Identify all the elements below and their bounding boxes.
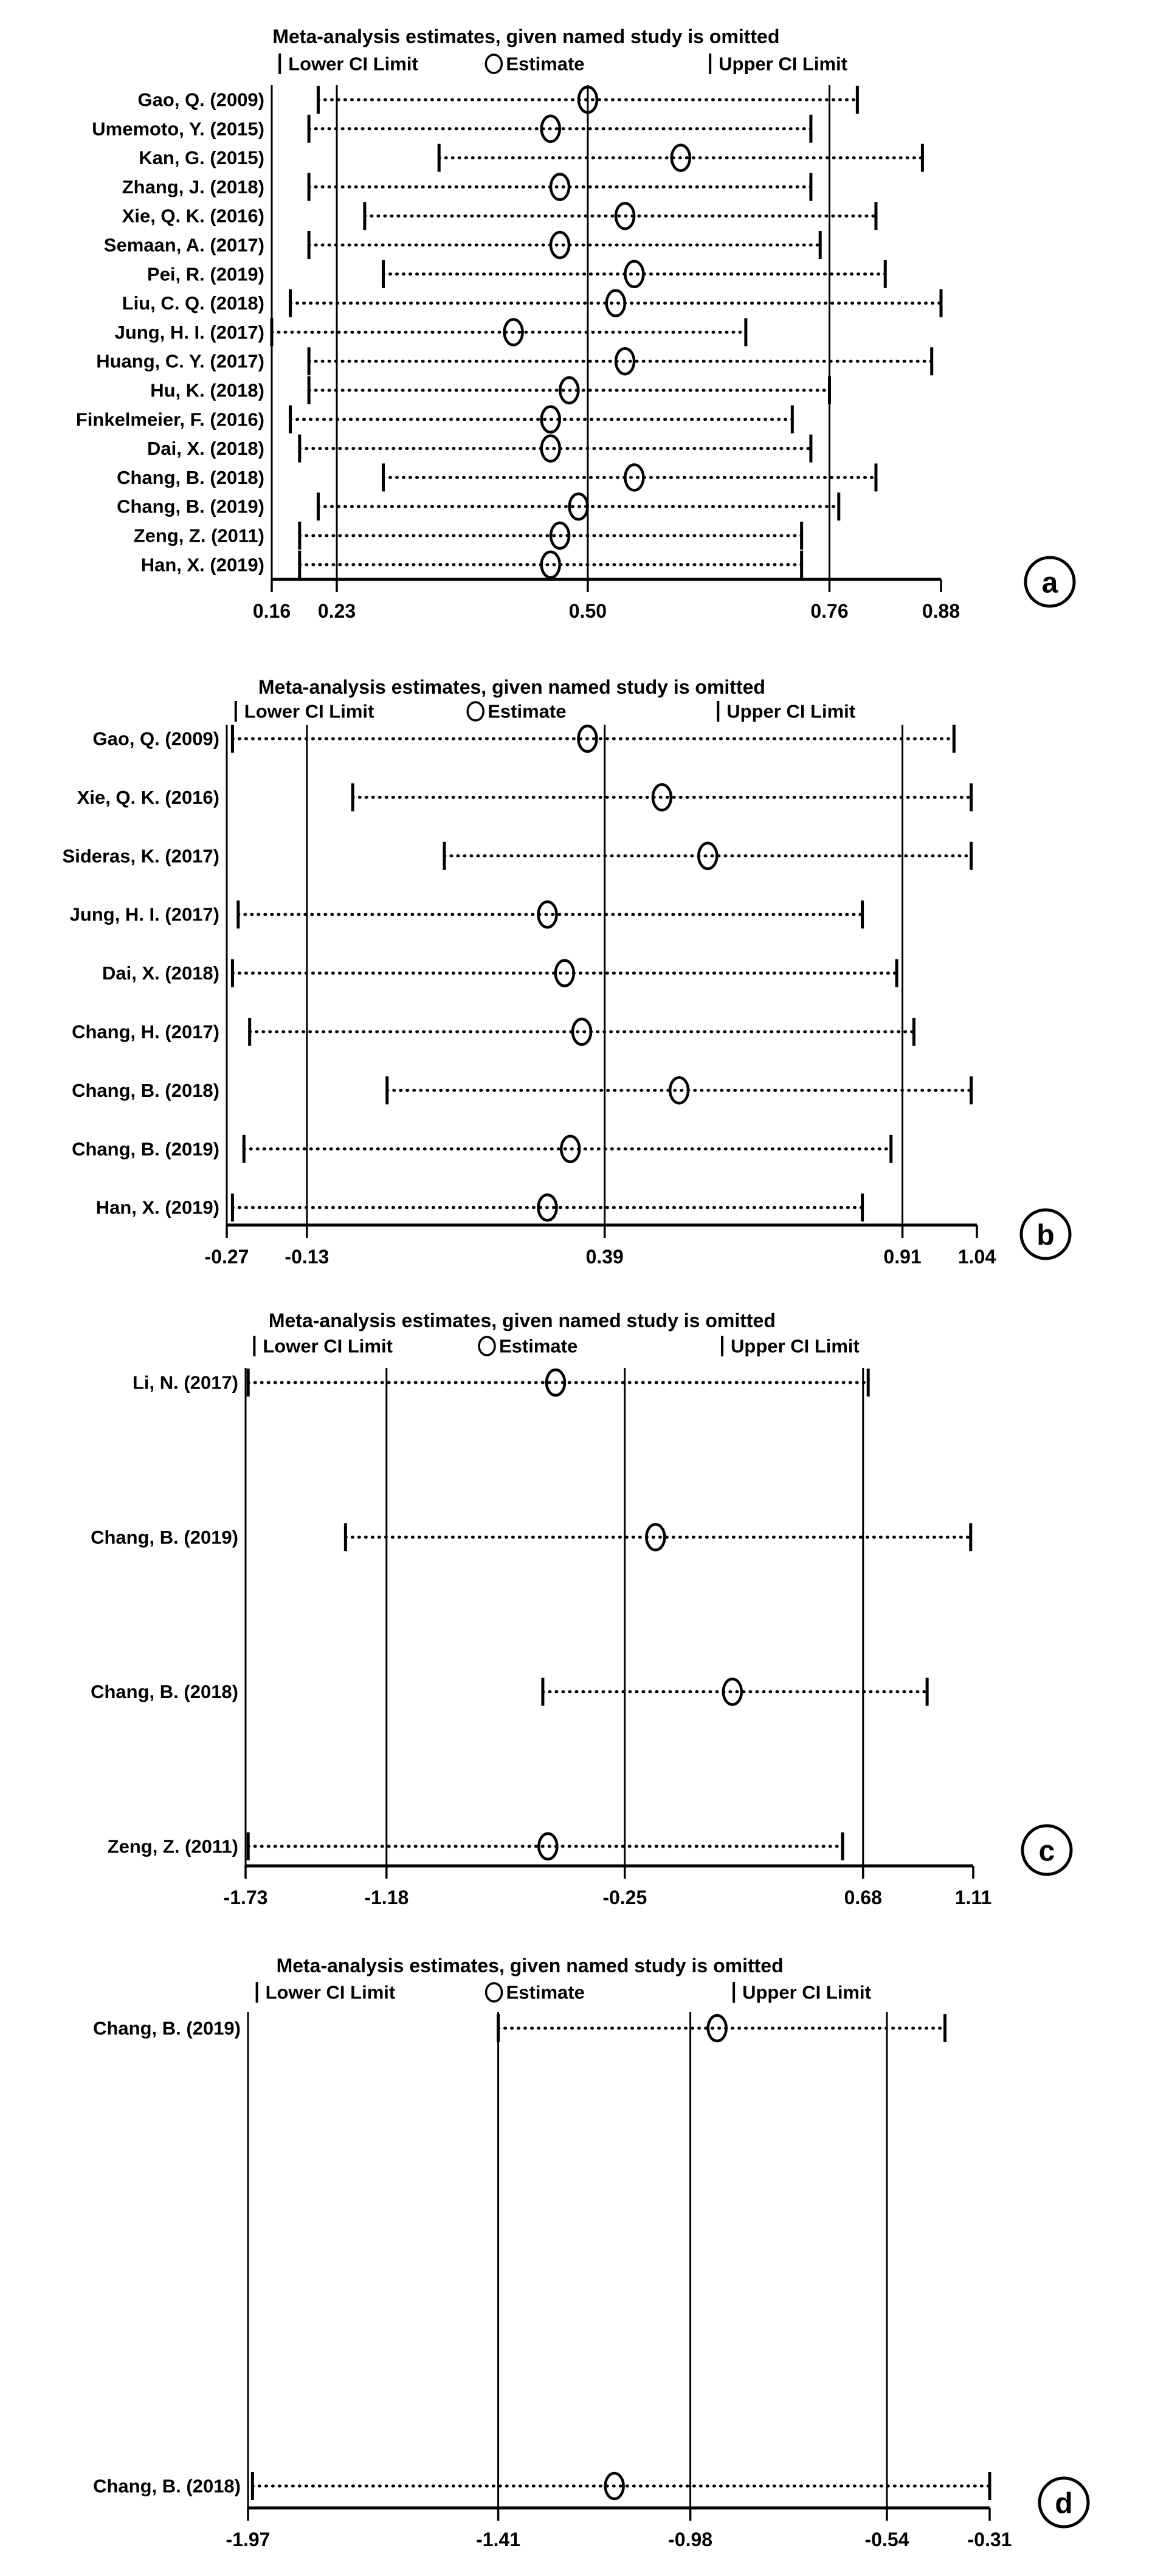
study-label: Kan, G. (2015) (139, 147, 264, 169)
study-row (122, 173, 811, 201)
axis-tick-label: 0.16 (252, 600, 291, 622)
study-label: Chang, H. (2017) (72, 1021, 219, 1043)
study-row (141, 551, 802, 579)
axis-tick-label: 0.88 (922, 600, 960, 622)
panel-d-title: Meta-analysis estimates, given named study is omitted (276, 1955, 784, 1977)
study-label: Gao, Q. (2009) (137, 89, 264, 111)
study-row (122, 202, 876, 230)
legend-item (722, 1336, 860, 1357)
legend-item (734, 1982, 871, 2003)
study-row (122, 289, 941, 317)
study-row (92, 115, 811, 143)
study-label: Zeng, Z. (2011) (133, 525, 264, 547)
study-row (96, 347, 932, 375)
legend-label: Upper CI Limit (731, 1335, 860, 1357)
study-label: Xie, Q. K. (2016) (77, 786, 219, 808)
panel-letter-badge (1040, 2478, 1088, 2527)
study-row (108, 1832, 843, 1860)
study-label: Chang, B. (2018) (93, 2475, 241, 2497)
legend-item (479, 1336, 578, 1357)
estimate-circle (607, 291, 625, 316)
study-label: Zeng, Z. (2011) (107, 1835, 238, 1857)
panel-a (76, 26, 1074, 622)
study-row (115, 318, 746, 346)
study-label: Zhang, J. (2018) (122, 176, 264, 198)
study-row (93, 2014, 945, 2042)
axis-tick-label: -0.54 (864, 2529, 909, 2550)
panel-letter-badge (1026, 558, 1074, 606)
legend-item (254, 1336, 393, 1357)
study-row (138, 86, 858, 114)
study-label: Chang, B. (2018) (91, 1681, 238, 1703)
study-label: Semaan, A. (2017) (103, 234, 264, 256)
estimate-circle (625, 464, 643, 490)
legend-item (257, 1982, 396, 2003)
axis-tick-label: 0.39 (585, 1246, 624, 1268)
study-row (102, 959, 897, 987)
estimate-circle (670, 1077, 688, 1103)
panel-c-title: Meta-analysis estimates, given named study is omitted (268, 1310, 776, 1331)
legend-label: Estimate (499, 1335, 578, 1357)
estimate-circle (625, 261, 643, 287)
study-row (91, 1678, 927, 1706)
legend-label: Estimate (506, 1981, 585, 2003)
estimate-circle (551, 232, 569, 258)
panel-b-title: Meta-analysis estimates, given named study is omitted (258, 676, 765, 698)
study-row (93, 725, 954, 753)
legend-item (486, 54, 584, 75)
legend-label: Estimate (506, 53, 585, 75)
axis-tick-label: -0.98 (668, 2529, 713, 2550)
study-row (76, 406, 792, 433)
study-label: Han, X. (2019) (140, 554, 264, 576)
axis-tick-label: 1.04 (957, 1246, 996, 1268)
study-label: Liu, C. Q. (2018) (122, 292, 264, 314)
estimate-circle (698, 843, 717, 869)
study-label: Finkelmeier, F. (2016) (75, 409, 264, 430)
study-label: Xie, Q. K. (2016) (122, 205, 264, 227)
legend-circle-icon (467, 702, 483, 720)
study-row (93, 2472, 990, 2500)
study-label: Chang, B. (2019) (93, 2017, 241, 2039)
study-row (147, 260, 885, 288)
study-label: Gao, Q. (2009) (92, 728, 219, 750)
study-label: Dai, X. (2018) (102, 962, 219, 984)
estimate-circle (551, 174, 569, 199)
study-row (72, 1076, 971, 1104)
legend-circle-icon (486, 1983, 502, 2001)
study-label: Li, N. (2017) (133, 1372, 238, 1393)
legend-label: Lower CI Limit (288, 53, 418, 75)
axis-tick-label: -0.25 (602, 1887, 647, 1908)
study-label: Chang, B. (2018) (72, 1079, 219, 1101)
study-label: Chang, B. (2019) (72, 1138, 219, 1160)
study-label: Jung, H. I. (2017) (114, 321, 264, 343)
axis-tick-label: 0.23 (317, 600, 356, 622)
study-row (133, 1369, 868, 1397)
study-row (91, 1523, 971, 1551)
study-row (63, 842, 971, 870)
study-row (134, 522, 802, 550)
study-label: Umemoto, Y. (2015) (92, 118, 264, 140)
axis-tick-label: -0.27 (204, 1246, 249, 1268)
legend-item (236, 701, 374, 722)
legend-item (280, 54, 418, 75)
estimate-circle (542, 436, 560, 461)
panel-d (93, 1955, 1088, 2550)
legend-item (486, 1982, 585, 2003)
axis-tick-label: -0.13 (284, 1246, 329, 1268)
study-row (147, 435, 811, 463)
axis-tick-label: 0.91 (883, 1246, 922, 1268)
study-label: Huang, C. Y. (2017) (96, 350, 264, 372)
study-row (72, 1135, 891, 1163)
legend-label: Lower CI Limit (244, 700, 374, 722)
study-row (96, 1193, 863, 1221)
axis-tick-label: -1.97 (226, 2529, 271, 2550)
study-label: Han, X. (2019) (95, 1196, 219, 1218)
legend-label: Upper CI Limit (726, 700, 856, 722)
legend-label: Upper CI Limit (719, 53, 847, 75)
axis-tick-label: 0.68 (844, 1887, 882, 1908)
study-label: Jung, H. I. (2017) (69, 903, 219, 925)
study-label: Chang, B. (2019) (91, 1526, 238, 1548)
legend-label: Estimate (488, 700, 567, 722)
study-row (70, 900, 863, 928)
axis-tick-label: 1.11 (954, 1887, 992, 1908)
axis-tick-label: 0.76 (810, 600, 849, 622)
study-row (139, 144, 922, 172)
study-label: Dai, X. (2018) (147, 438, 264, 460)
study-label: Chang, B. (2019) (117, 496, 264, 517)
study-row (77, 783, 971, 811)
axis-tick-label: 0.50 (568, 600, 607, 622)
study-row (117, 492, 839, 520)
study-label: Hu, K. (2018) (150, 379, 264, 401)
axis-tick-label: -1.73 (223, 1887, 268, 1908)
panel-letter: c (1038, 1835, 1055, 1868)
legend-label: Lower CI Limit (263, 1335, 393, 1357)
legend-label: Lower CI Limit (265, 1981, 396, 2003)
study-row (117, 463, 876, 491)
legend-item (718, 701, 855, 722)
estimate-circle (573, 1019, 591, 1045)
panel-letter-badge (1022, 1826, 1071, 1874)
legend-label: Upper CI Limit (742, 1981, 871, 2003)
study-label: Pei, R. (2019) (147, 263, 264, 285)
panel-letter: d (1055, 2487, 1073, 2520)
study-row (104, 231, 820, 259)
estimate-circle (556, 961, 574, 986)
panel-letter: a (1041, 567, 1058, 599)
axis-tick-label: -0.31 (967, 2529, 1012, 2550)
legend-item (467, 701, 566, 722)
legend-circle-icon (486, 55, 502, 73)
axis-tick-label: -1.18 (364, 1887, 409, 1908)
study-label: Chang, B. (2018) (117, 466, 264, 488)
study-label: Sideras, K. (2017) (62, 845, 219, 867)
estimate-circle (542, 552, 560, 578)
legend-circle-icon (479, 1337, 495, 1355)
axis-tick-label: -1.41 (476, 2529, 521, 2550)
legend-item (710, 54, 847, 75)
study-row (150, 376, 829, 404)
panel-letter-badge (1021, 1210, 1070, 1259)
panel-letter: b (1036, 1219, 1055, 1252)
panel-b (63, 676, 1070, 1268)
panel-c (91, 1310, 1071, 1908)
panel-a-title: Meta-analysis estimates, given named study is omitted (272, 26, 780, 47)
study-row (72, 1018, 914, 1046)
